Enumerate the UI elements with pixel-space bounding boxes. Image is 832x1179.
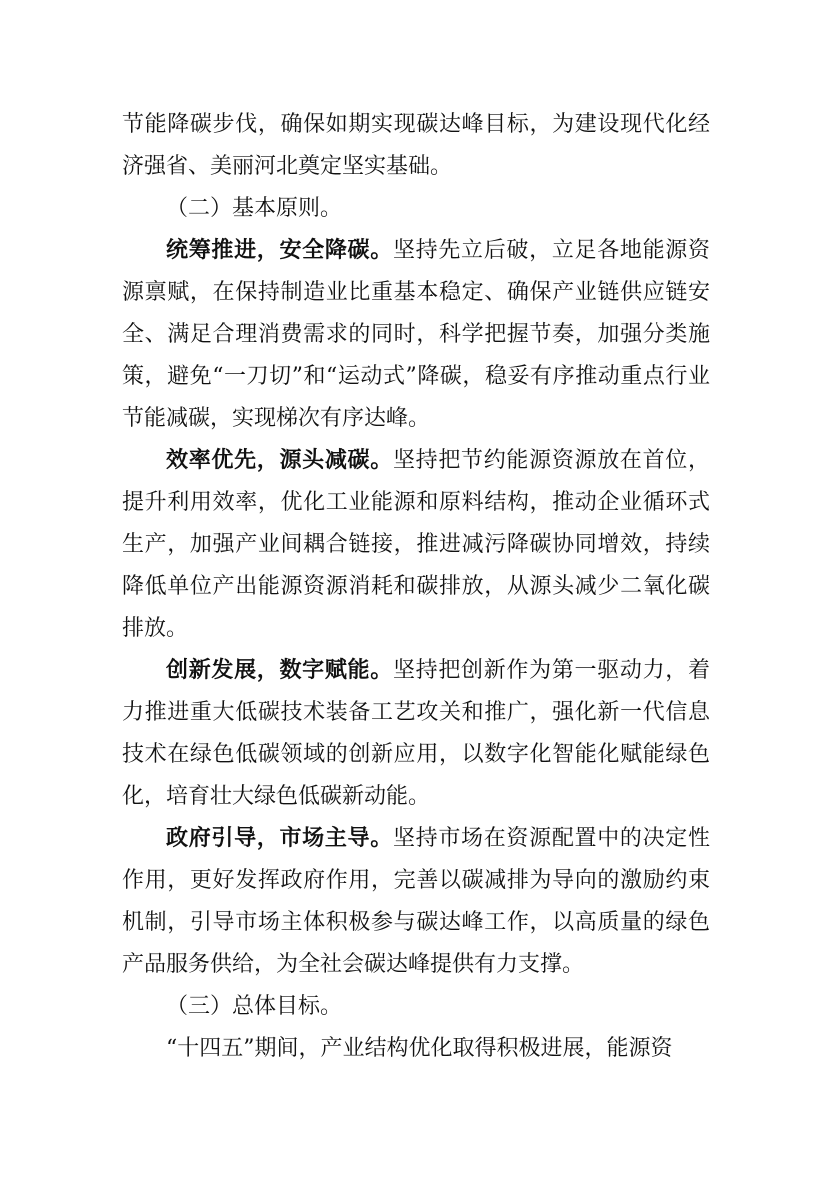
principle-title-3: 创新发展，数字赋能。 <box>166 658 393 683</box>
section-heading-basic-principles: （二）基本原则。 <box>166 196 343 221</box>
principle-paragraph-1 <box>122 230 710 440</box>
principle-text-1: 坚持先立后破，立足各地能源资源禀赋，在保持制造业比重基本稳定、确保产业链供应链安全、满足合理消费需求的同时，科学把握节奏，加强分类施策，避免“一刀切”和“运动式”降碳，稳妥有序推动重点行业节能减碳，实现梯次有序达峰。 <box>122 238 710 431</box>
goals-paragraph: “十四五”期间，产业结构优化取得积极进展，能源资 <box>166 1036 673 1061</box>
document-body <box>122 104 710 1070</box>
principle-paragraph-3 <box>122 650 710 818</box>
principle-title-2: 效率优先，源头减碳。 <box>166 448 393 473</box>
principle-text-2: 坚持把节约能源资源放在首位，提升利用效率，优化工业能源和原料结构，推动企业循环式生产，加强产业间耦合链接，推进减污降碳协同增效，持续降低单位产出能源资源消耗和碳排放，从源头减少二氧化碳排放。 <box>122 448 710 641</box>
principle-paragraph-2 <box>122 440 710 650</box>
principle-title-4: 政府引导，市场主导。 <box>166 826 393 851</box>
principle-text-4: 坚持市场在资源配置中的决定性作用，更好发挥政府作用，完善以碳减排为导向的激励约束机制，引导市场主体积极参与碳达峰工作，以高质量的绿色产品服务供给，为全社会碳达峰提供有力支撑。 <box>122 826 710 977</box>
principle-text-3: 坚持把创新作为第一驱动力，着力推进重大低碳技术装备工艺攻关和推广，强化新一代信息技术在绿色低碳领域的创新应用，以数字化智能化赋能绿色化，培育壮大绿色低碳新动能。 <box>122 658 710 809</box>
section-heading-overall-goals: （三）总体目标。 <box>166 994 343 1019</box>
principle-title-1: 统筹推进，安全降碳。 <box>166 238 393 263</box>
paragraph-continuation: 节能降碳步伐，确保如期实现碳达峰目标，为建设现代化经济强省、美丽河北奠定坚实基础。 <box>122 112 710 179</box>
principle-paragraph-4 <box>122 818 710 986</box>
